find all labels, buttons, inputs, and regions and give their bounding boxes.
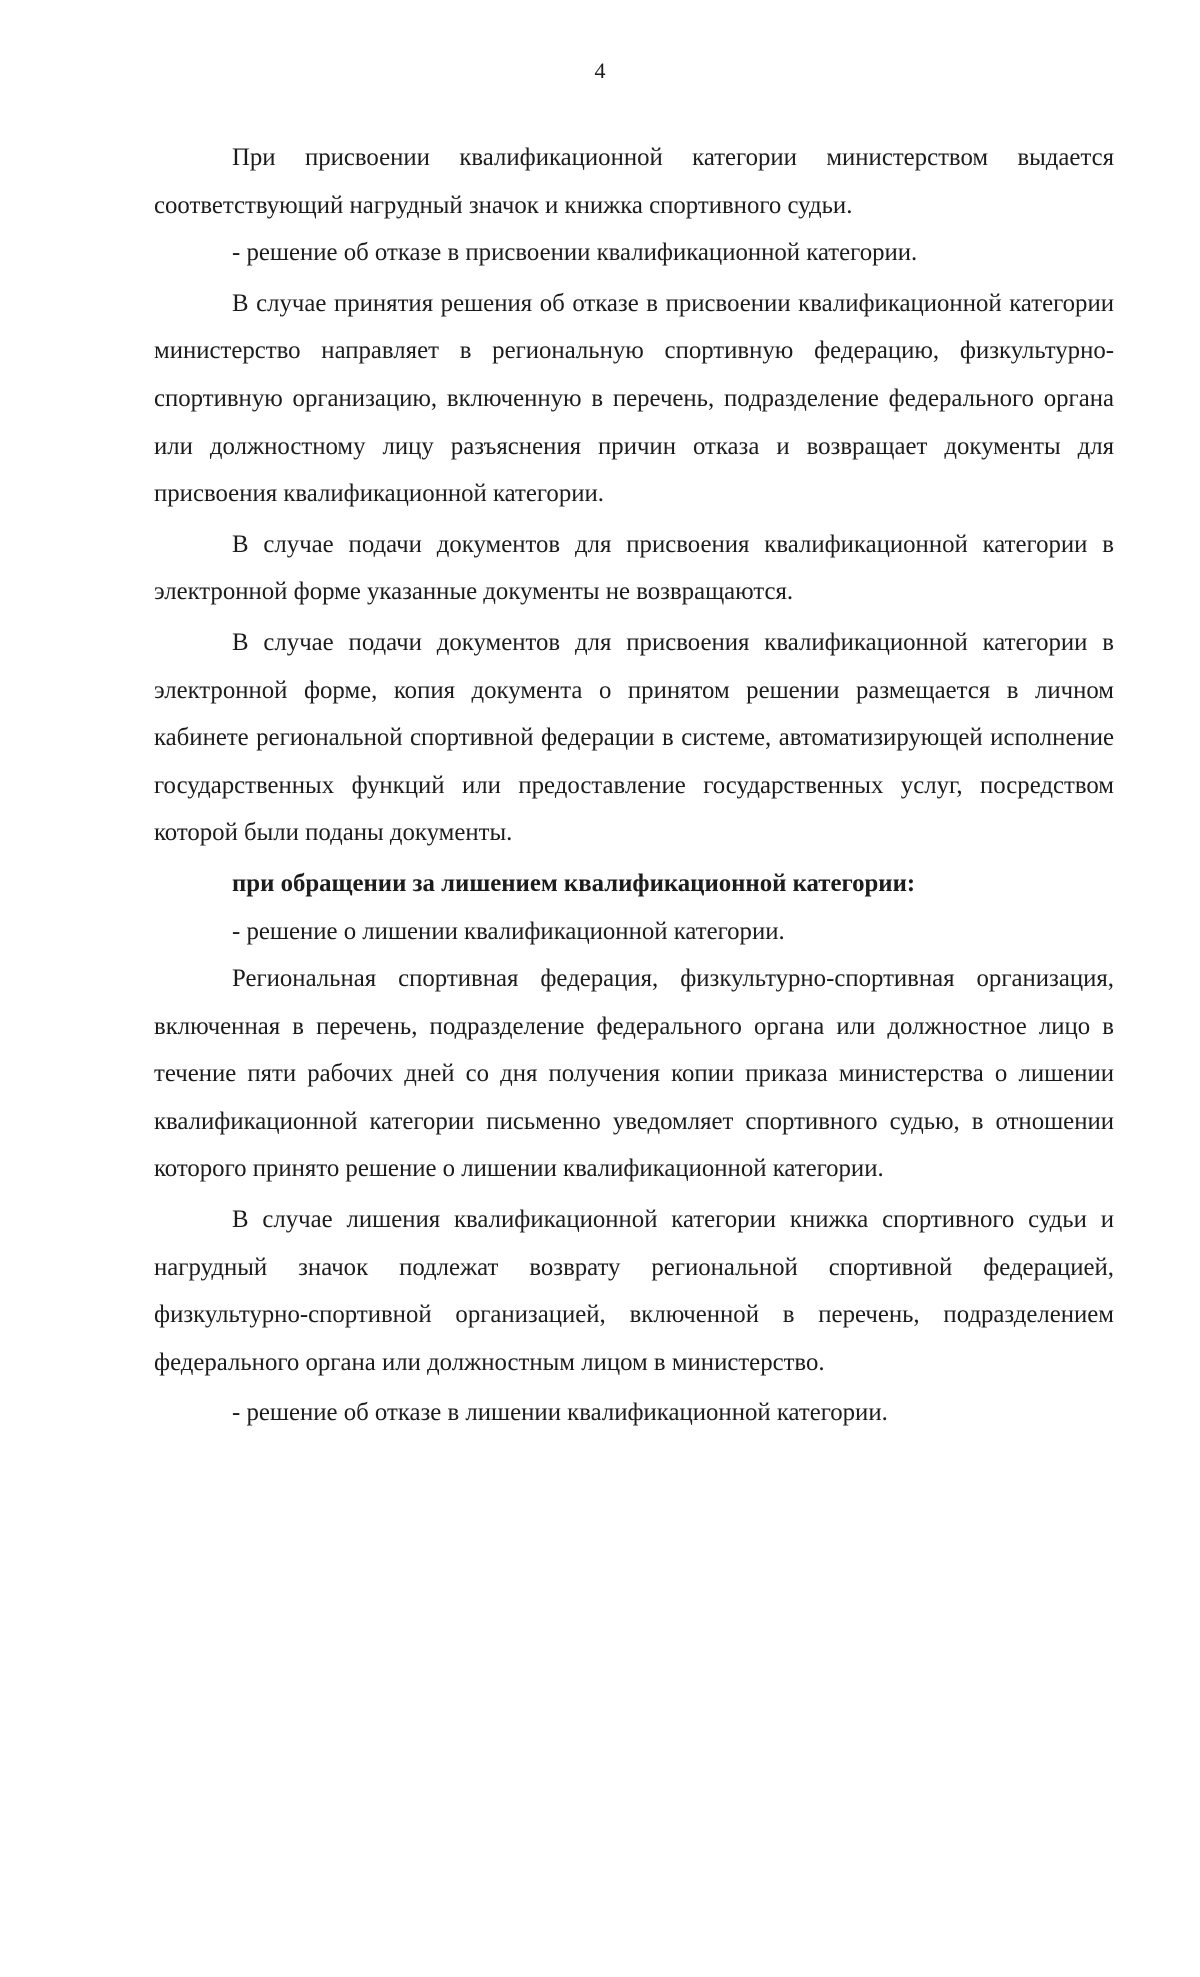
paragraph-electronic-no-return: В случае подачи документов для присвоения квалификационной категории в электронной форме указанные документы не возвращаются. bbox=[154, 530, 1114, 606]
paragraph-refusal-deprivation-item: - решение об отказе в лишении квалификационной категории. bbox=[232, 1399, 888, 1427]
paragraph-refusal-assignment-item: - решение об отказе в присвоении квалификационной категории. bbox=[232, 239, 918, 267]
page-number: 4 bbox=[594, 58, 606, 83]
paragraph-electronic-copy: В случае подачи документов для присвоения квалификационной категории в электронной форме, копия документа о принятом решении размещается в личном кабинете региональной спортивной федерации в системе, автоматизирующей исполнение государственных функций или предоставление государственных услуг, посредством которой были поданы документы. bbox=[154, 628, 1114, 847]
paragraph-badge-issuance: При присвоении квалификационной категории министерством выдается соответствующий нагрудный значок и книжка спортивного судьи. bbox=[154, 144, 1114, 219]
document-body bbox=[154, 134, 1114, 1437]
subheading-deprivation: при обращении за лишением квалификационной категории: bbox=[232, 869, 916, 897]
paragraph-badge-return: В случае лишения квалификационной категории книжка спортивного судьи и нагрудный значок подлежат возврату региональной спортивной федерацией, физкультурно-спортивной организацией, включенной в перечень, подразделением федерального органа или должностным лицом в министерство. bbox=[154, 1206, 1114, 1376]
paragraph-deprivation-notification: Региональная спортивная федерация, физкультурно-спортивная организация, включенная в перечень, подразделение федерального органа или должностное лицо в течение пяти рабочих дней со дня получения копии приказа министерства о лишении квалификационной категории письменно уведомляет спортивного судью, в отношении которого принято решение о лишении квалификационной категории. bbox=[154, 965, 1114, 1183]
paragraph-refusal-explanation: В случае принятия решения об отказе в присвоении квалификационной категории министерство направляет в региональную спортивную федерацию, физкультурно-спортивную организацию, включенную в перечень, подразделение федерального органа или должностному лицу разъяснения причин отказа и возвращает документы для присвоения квалификационной категории. bbox=[154, 289, 1114, 508]
paragraph-deprivation-decision-item: - решение о лишении квалификационной категории. bbox=[232, 917, 785, 945]
